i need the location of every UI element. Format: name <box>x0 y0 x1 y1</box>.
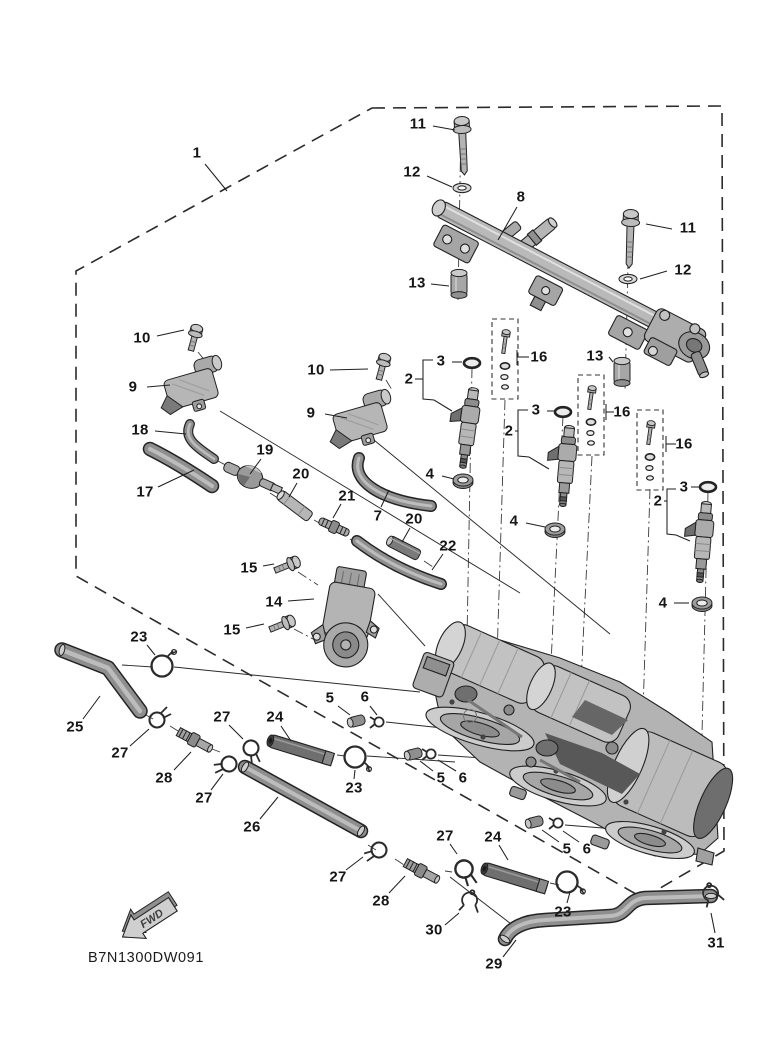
nipple-5 <box>524 815 544 829</box>
callout-4: 4 <box>425 465 435 483</box>
rail-spacer <box>614 357 630 386</box>
leader-line-23 <box>147 645 155 655</box>
leader-line-1 <box>205 164 227 191</box>
leader-line-20 <box>402 528 410 542</box>
callout-6: 6 <box>360 688 370 706</box>
callout-2: 2 <box>504 422 514 440</box>
callout-21: 21 <box>338 487 356 505</box>
injector-kit-box <box>637 410 663 490</box>
part-24-pipe <box>266 734 335 766</box>
spring-clamp-27 <box>150 707 172 728</box>
rail-spacer <box>451 269 467 298</box>
injector-kit-box <box>492 319 518 399</box>
nipple-5 <box>403 747 423 761</box>
injector-seal <box>545 523 565 538</box>
callout-4: 4 <box>658 594 668 612</box>
leader-line-23 <box>354 770 355 779</box>
callout-26: 26 <box>243 818 261 836</box>
leader-line-11 <box>646 224 672 229</box>
callout-2: 2 <box>404 370 414 388</box>
injector-oring <box>555 407 571 417</box>
callout-19: 19 <box>256 441 274 459</box>
callout-9: 9 <box>128 378 138 396</box>
part-24-pipe <box>480 862 549 894</box>
callout-5: 5 <box>436 769 446 787</box>
callout-4: 4 <box>509 512 519 530</box>
sensor-bolt <box>372 352 392 382</box>
leader-line-12 <box>427 176 452 187</box>
leader-line-13 <box>609 357 613 362</box>
fwd-arrow <box>112 887 183 949</box>
hose-clamp-23 <box>345 747 372 773</box>
fwd-arrow-label: FWD <box>138 907 166 931</box>
callout-15: 15 <box>240 559 258 577</box>
wire-clip-6 <box>549 818 563 829</box>
callout-27: 27 <box>195 789 213 807</box>
part-28-joint <box>402 857 442 886</box>
leader-line-22 <box>432 554 443 570</box>
part-25-hose <box>58 644 140 711</box>
leader-line-10 <box>330 369 368 370</box>
leader-line-5 <box>420 761 433 771</box>
callout-23: 23 <box>554 903 572 921</box>
rail-bolt <box>452 116 473 175</box>
leader-line-25 <box>83 696 100 719</box>
throttle-position-sensor <box>306 564 388 672</box>
wire-clip-30 <box>459 889 482 914</box>
callout-6: 6 <box>582 840 592 858</box>
leader-line-10 <box>157 330 184 336</box>
callout-28: 28 <box>155 769 173 787</box>
leader-line-15 <box>246 624 264 628</box>
sensor-bolt <box>184 323 204 353</box>
callout-28: 28 <box>372 892 390 910</box>
callout-13: 13 <box>586 347 604 365</box>
callout-11: 11 <box>679 219 697 237</box>
callout-30: 30 <box>425 921 443 939</box>
wire-clip-6 <box>422 749 436 760</box>
callout-3: 3 <box>679 478 689 496</box>
injector-seal <box>453 474 473 489</box>
injector-oring <box>700 482 716 492</box>
callout-15: 15 <box>223 621 241 639</box>
callout-20: 20 <box>292 465 310 483</box>
callout-10: 10 <box>307 361 325 379</box>
callout-16: 16 <box>675 435 693 453</box>
callout-7: 7 <box>373 507 383 525</box>
part-21-joint <box>317 515 351 539</box>
callout-25: 25 <box>66 718 84 736</box>
fuel-injector <box>681 500 716 583</box>
callout-1: 1 <box>192 144 202 162</box>
part-7-hose <box>358 458 431 506</box>
part-19-joint <box>220 456 286 501</box>
part-20-tube <box>275 489 313 522</box>
wire-clip-6 <box>370 717 384 728</box>
leader-line-27 <box>130 729 149 746</box>
callout-3: 3 <box>436 352 446 370</box>
callout-2: 2 <box>653 492 663 510</box>
fuel-injector <box>444 385 483 469</box>
callout-12: 12 <box>403 163 421 181</box>
fuel-injector <box>544 424 579 507</box>
callout-29: 29 <box>485 955 503 973</box>
leader-line-14 <box>288 599 314 601</box>
tps-bolt <box>267 613 297 636</box>
spring-clamp-27 <box>363 840 388 864</box>
pressure-sensor <box>320 388 401 455</box>
leader-line-18 <box>155 431 186 434</box>
part-28-joint <box>175 726 215 755</box>
leader-line-5 <box>542 830 559 842</box>
callout-22: 22 <box>439 537 457 555</box>
spring-clamp-27 <box>211 752 238 779</box>
rail-bolt <box>620 209 640 268</box>
hose-clamp-23 <box>152 650 178 677</box>
callout-27: 27 <box>436 827 454 845</box>
callout-24: 24 <box>484 828 502 846</box>
callout-16: 16 <box>613 403 631 421</box>
leader-line-27 <box>211 774 223 790</box>
leader-line-27 <box>346 857 363 870</box>
leader-line-23 <box>567 892 570 903</box>
hose-clamp-23 <box>555 869 586 899</box>
callout-23: 23 <box>345 779 363 797</box>
injector-oring <box>464 358 480 368</box>
rail-washer <box>453 183 471 192</box>
callout-24: 24 <box>266 708 284 726</box>
leader-line-5 <box>338 706 350 715</box>
callout-16: 16 <box>530 348 548 366</box>
callout-17: 17 <box>136 483 154 501</box>
rail-washer <box>619 274 637 283</box>
callout-9: 9 <box>306 404 316 422</box>
callout-11: 11 <box>409 115 427 133</box>
part-18-hose <box>188 424 214 459</box>
pressure-sensor <box>151 354 232 421</box>
callout-20: 20 <box>405 510 423 528</box>
callout-18: 18 <box>131 421 149 439</box>
leader-line-12 <box>640 271 667 279</box>
callout-3: 3 <box>531 401 541 419</box>
leader-line-27 <box>450 844 457 854</box>
callout-6: 6 <box>458 769 468 787</box>
callout-27: 27 <box>213 708 231 726</box>
callout-27: 27 <box>111 744 129 762</box>
callout-27: 27 <box>329 868 347 886</box>
diagram-code: B7N1300DW091 <box>88 950 205 966</box>
leader-line-13 <box>431 284 449 286</box>
injector-seal <box>692 597 712 612</box>
leader-line-20 <box>289 483 297 497</box>
callout-5: 5 <box>325 689 335 707</box>
leader-line-11 <box>433 126 455 130</box>
leader-line-4 <box>526 523 545 527</box>
callout-14: 14 <box>265 593 283 611</box>
callout-31: 31 <box>707 934 725 952</box>
callout-8: 8 <box>516 188 526 206</box>
leader-line-15 <box>263 564 274 566</box>
leader-line-24 <box>499 845 508 860</box>
spring-clamp-27 <box>453 859 481 887</box>
leader-line-6 <box>370 706 377 715</box>
tps-bolt <box>272 554 302 577</box>
callout-10: 10 <box>133 329 151 347</box>
leader-line-21 <box>333 504 341 518</box>
part-29-hose <box>499 893 717 944</box>
leader-line-28 <box>174 752 191 770</box>
throttle-body <box>412 618 741 867</box>
callout-23: 23 <box>130 628 148 646</box>
injector-kit-box <box>578 375 604 455</box>
leader-line-27 <box>229 725 243 739</box>
leader-line-4 <box>442 476 454 479</box>
callout-12: 12 <box>674 261 692 279</box>
leader-line-26 <box>260 797 278 819</box>
leader-line-28 <box>389 876 405 893</box>
callout-5: 5 <box>562 840 572 858</box>
leader-line-31 <box>711 913 715 933</box>
leader-line-30 <box>445 913 459 925</box>
nipple-5 <box>346 714 366 728</box>
callout-13: 13 <box>408 274 426 292</box>
